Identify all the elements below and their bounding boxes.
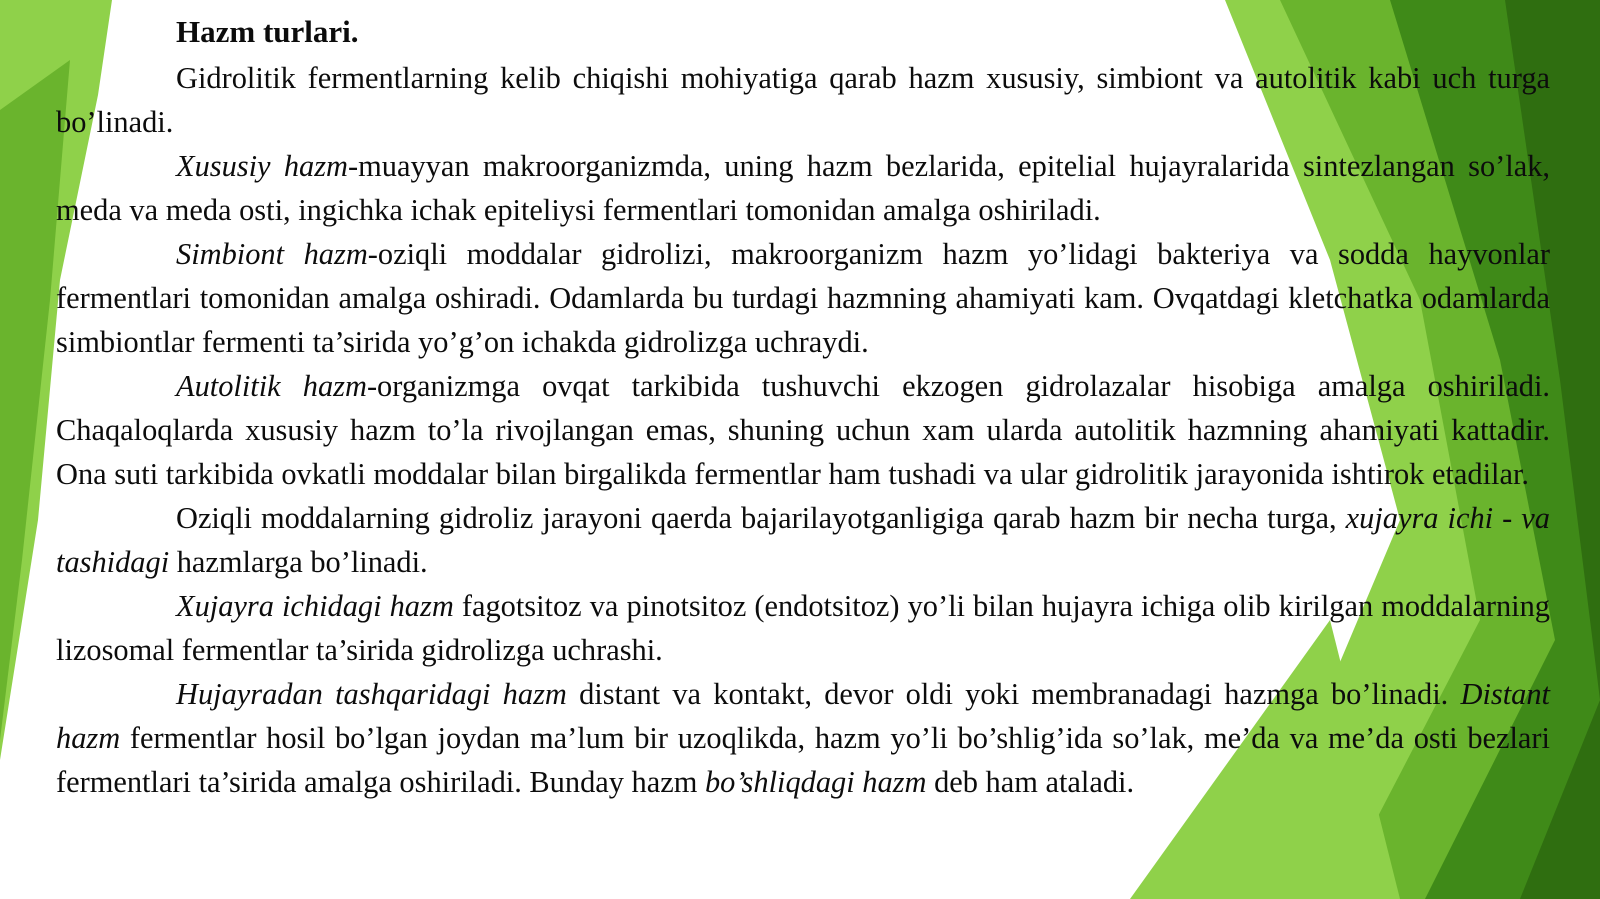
paragraph-gidroliz <box>56 496 1550 584</box>
term-italic: Xujayra ichidagi hazm <box>176 589 454 623</box>
paragraph-text: -oziqli moddalar gidrolizi, makroorganizm hazm yo’lidagi bakteriya va sodda hayvonlar fermentlari tomonidan amalga oshiradi. Odamlarda bu turdagi hazmning ahamiyati kam. Ovqatdagi kletchatka odamlarda simbiontlar fermenti ta’sirida yo’g’on ichakda gidrolizga uchraydi. <box>56 237 1550 359</box>
document-heading: Hazm turlari. <box>176 14 359 49</box>
paragraph-text: distant va kontakt, devor oldi yoki membranadagi hazmga bo’linadi. <box>566 677 1461 711</box>
paragraph-text: Oziqli moddalarning gidroliz jarayoni qaerda bajarilayotganligiga qarab hazm bir necha turga, <box>176 501 1346 535</box>
term-italic: Xususiy hazm <box>176 149 349 183</box>
paragraph-tail: hazmlarga bo’linadi. <box>169 545 428 579</box>
paragraph-text: fagotsitoz va pinotsitoz (endotsitoz) yo’li bilan hujayra ichiga olib kirilgan moddalarning lizosomal fermentlar ta’sirida gidrolizga uchrashi. <box>56 589 1550 667</box>
term-italic: Autolitik hazm <box>176 369 367 403</box>
paragraph-text: -organizmga ovqat tarkibida tushuvchi ekzogen gidrolazalar hisobiga amalga oshiriladi. Chaqaloqlarda xususiy hazm to’la rivojlangan emas, shuning uchun xam ularda autolitik hazmning ahamiyati kattadir. Ona suti tarkibida ovkatli moddalar bilan birgalikda fermentlar ham tushadi va ular gidrolitik jarayonida ishtirok etadilar. <box>56 369 1550 491</box>
paragraph-text: Gidrolitik fermentlarning kelib chiqishi mohiyatiga qarab hazm xususiy, simbiont va autolitik kabi uch turga bo’linadi. <box>56 61 1550 139</box>
paragraph-xususiy <box>56 144 1550 232</box>
paragraph-text: fermentlar hosil bo’lgan joydan ma’lum bir uzoqlikda, hazm yo’li bo’shlig’ida so’lak, me’da va me’da osti bezlari fermentlari ta’sirida amalga oshiriladi. Bunday hazm <box>56 721 1550 799</box>
paragraph-tail: deb ham ataladi. <box>926 765 1135 799</box>
paragraph-intro <box>56 56 1550 144</box>
document-body <box>56 8 1550 804</box>
term-italic: bo’shliqdagi hazm <box>704 765 927 799</box>
paragraph-simbiont <box>56 232 1550 364</box>
term-italic: Hujayradan tashqaridagi hazm <box>176 677 567 711</box>
paragraph-text: -muayyan makroorganizmda, uning hazm bezlarida, epitelial hujayralarida sintezlangan so’lak, meda va meda osti, ingichka ichak epiteliysi fermentlari tomonidan amalga oshiriladi. <box>56 149 1550 227</box>
paragraph-autolitik <box>56 364 1550 496</box>
term-italic: Distant hazm <box>56 677 1550 755</box>
term-italic: xujayra ichi - va tashidagi <box>56 501 1550 579</box>
paragraph-xujayra-ichi <box>56 584 1550 672</box>
paragraph-tashqaridagi <box>56 672 1550 804</box>
term-italic: Simbiont hazm <box>176 237 368 271</box>
